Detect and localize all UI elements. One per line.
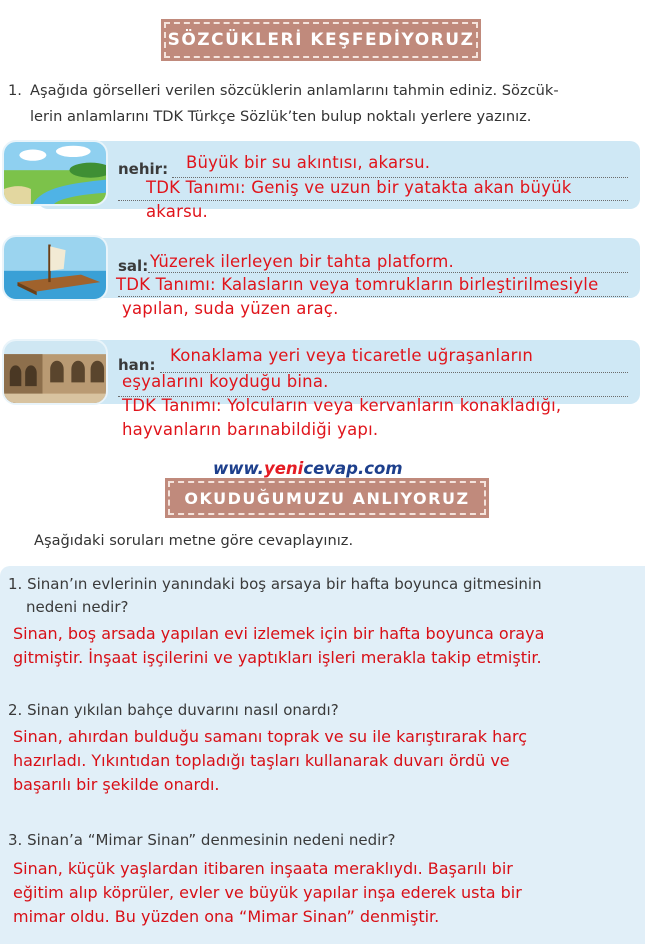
word-label-sal: sal:	[118, 257, 149, 275]
answer-nehir-line-1: Büyük bir su akıntısı, akarsu.	[186, 153, 431, 172]
question-line-1: Aşağıda görselleri verilen sözcüklerin anlamlarını tahmin ediniz. Sözcük-	[30, 82, 559, 99]
question-1	[8, 78, 640, 130]
answer-1-line-2: gitmiştir. İnşaat işçilerini ve yaptıkları işleri merakla takip etmiştir.	[13, 648, 542, 667]
question-2-line-1: 2. Sinan yıkılan bahçe duvarını nasıl onardı?	[8, 701, 339, 719]
river-landscape-icon	[2, 140, 108, 206]
word-label-han: han:	[118, 356, 156, 374]
watermark-suffix: cevap.com	[303, 459, 403, 478]
answer-sal-line-2: TDK Tanımı: Kalasların veya tomrukların birleştirilmesiyle	[116, 275, 599, 294]
answer-1-line-1: Sinan, boş arsada yapılan evi izlemek için bir hafta boyunca oraya	[13, 624, 545, 643]
question-1-line-1: 1. Sinan’ın evlerinin yanındaki boş arsaya bir hafta boyunca gitmesinin	[8, 575, 542, 593]
answer-sal-line-3: yapılan, suda yüzen araç.	[122, 299, 339, 318]
section-banner-okudugumuzu-anliyoruz	[168, 481, 486, 515]
watermark-highlight: yeni	[263, 459, 304, 478]
answer-2-line-1: Sinan, ahırdan bulduğu samanı toprak ve su ile karıştırarak harç	[13, 727, 528, 746]
answer-3-line-1: Sinan, küçük yaşlardan itibaren inşaata meraklıydı. Başarılı bir	[13, 859, 513, 878]
answer-sal-line-1: Yüzerek ilerleyen bir tahta platform.	[150, 252, 454, 271]
section-banner-sozcukleri-kesfediyoruz	[164, 22, 478, 58]
dotted-line	[118, 200, 628, 201]
answer-3-line-3: mimar oldu. Bu yüzden ona “Mimar Sinan” denmiştir.	[13, 907, 440, 926]
answer-nehir-line-2: TDK Tanımı: Geniş ve uzun bir yatakta akan büyük	[146, 178, 572, 197]
dotted-line	[148, 272, 628, 273]
question-line-2: lerin anlamlarını TDK Türkçe Sözlük’ten bulup noktalı yerlere yazınız.	[30, 108, 532, 125]
answer-2-line-3: başarılı bir şekilde onardı.	[13, 775, 220, 794]
banner-title: OKUDUĞUMUZU ANLIYORUZ	[184, 488, 470, 508]
answer-han-line-1: Konaklama yeri veya ticaretle uğraşanların	[170, 346, 534, 365]
question-1-line-2: nedeni nedir?	[26, 598, 129, 616]
answer-han-line-2: eşyalarını koyduğu bina.	[122, 372, 329, 391]
instruction-text: Aşağıdaki soruları metne göre cevaplayınız.	[34, 532, 354, 549]
banner-title: SÖZCÜKLERİ KEŞFEDİYORUZ	[167, 30, 475, 50]
answer-han-line-3: TDK Tanımı: Yolcuların veya kervanların konakladığı,	[122, 396, 562, 415]
raft-icon	[2, 235, 108, 301]
question-3-line-1: 3. Sinan’a “Mimar Sinan” denmesinin nedeni nedir?	[8, 831, 396, 849]
question-number: 1.	[8, 82, 22, 99]
dotted-line	[118, 296, 628, 297]
answer-2-line-2: hazırladı. Yıkıntıdan topladığı taşları kullanarak duvarı ördü ve	[13, 751, 510, 770]
inn-building-icon	[2, 339, 108, 405]
site-watermark	[213, 459, 403, 478]
answer-nehir-line-3: akarsu.	[146, 202, 208, 221]
word-label-nehir: nehir:	[118, 160, 169, 178]
answer-3-line-2: eğitim alıp köprüler, evler ve büyük yapılar inşa ederek usta bir	[13, 883, 522, 902]
watermark-prefix: www.	[213, 459, 264, 478]
answer-han-line-4: hayvanların barınabildiği yapı.	[122, 420, 379, 439]
